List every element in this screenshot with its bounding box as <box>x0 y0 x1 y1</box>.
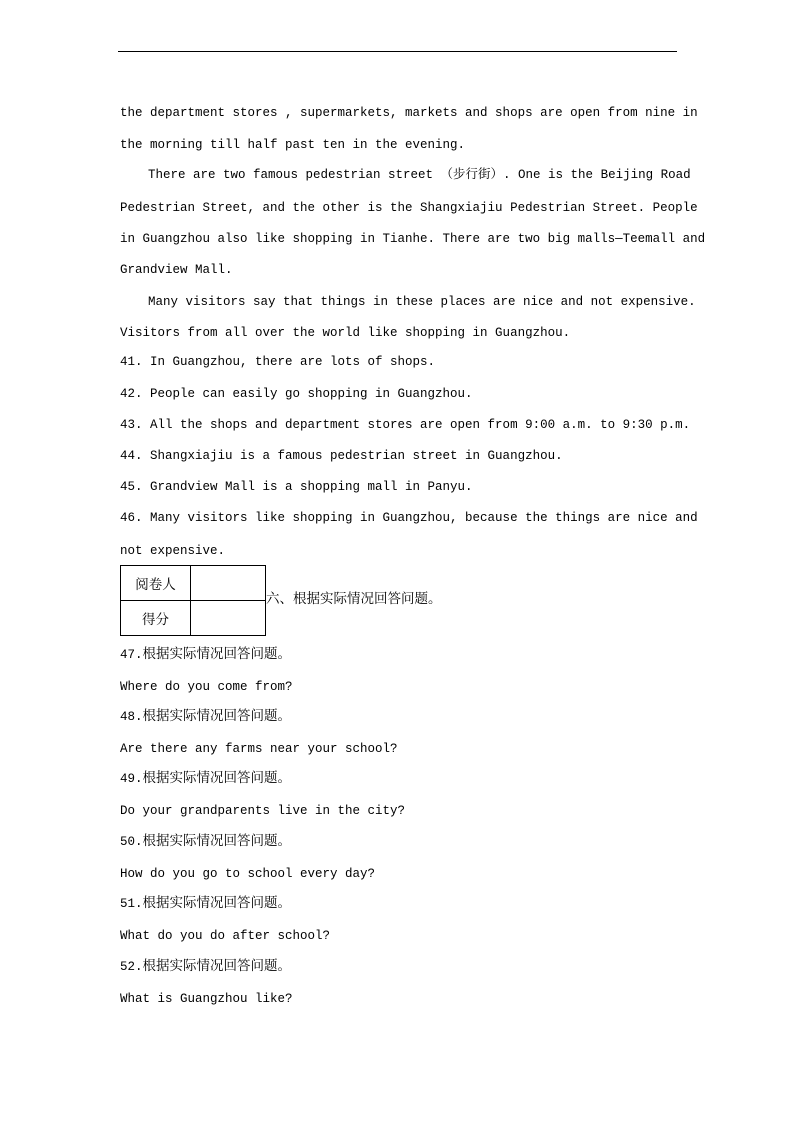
question-50-heading <box>120 833 680 850</box>
question-50-text: How do you go to school every day? <box>120 867 376 881</box>
passage-line: Visitors from all over the world like shopping in Guangzhou. <box>120 326 571 340</box>
question-number: 50. <box>120 835 143 849</box>
reviewer-field[interactable] <box>191 566 266 601</box>
question-51-text: What do you do after school? <box>120 929 331 943</box>
statement-42: 42. People can easily go shopping in Guangzhou. <box>120 387 473 401</box>
passage-line: Pedestrian Street, and the other is the Shangxiajiu Pedestrian Street. People <box>120 201 698 215</box>
question-instruction: 根据实际情况回答问题。 <box>142 708 292 724</box>
statement-45: 45. Grandview Mall is a shopping mall in Panyu. <box>120 480 473 494</box>
passage-line: Many visitors say that things in these places are nice and not expensive. <box>148 295 696 309</box>
question-48-heading <box>120 708 680 725</box>
header-rule <box>118 51 677 52</box>
question-instruction: 根据实际情况回答问题。 <box>142 833 292 849</box>
passage-line: the morning till half past ten in the evening. <box>120 138 466 152</box>
question-49-heading <box>120 770 680 787</box>
question-51-heading <box>120 895 680 912</box>
question-number: 48. <box>120 710 143 724</box>
question-instruction: 根据实际情况回答问题。 <box>142 646 292 662</box>
question-number: 47. <box>120 648 143 662</box>
question-47-text: Where do you come from? <box>120 680 293 694</box>
question-instruction: 根据实际情况回答问题。 <box>142 770 292 786</box>
question-instruction: 根据实际情况回答问题。 <box>142 958 292 974</box>
passage-line: the department stores , supermarkets, markets and shops are open from nine in <box>120 106 698 120</box>
question-47-heading <box>120 646 680 663</box>
statement-43: 43. All the shops and department stores are open from 9:00 a.m. to 9:30 p.m. <box>120 418 691 432</box>
section-title: 六、根据实际情况回答问题。 <box>266 591 442 607</box>
question-52-heading <box>120 958 680 975</box>
question-52-text: What is Guangzhou like? <box>120 992 293 1006</box>
statement-44: 44. Shangxiajiu is a famous pedestrian street in Guangzhou. <box>120 449 563 463</box>
reviewer-label: 阅卷人 <box>121 566 191 601</box>
question-48-text: Are there any farms near your school? <box>120 742 398 756</box>
passage-line: Grandview Mall. <box>120 263 233 277</box>
question-number: 51. <box>120 897 143 911</box>
passage-line: in Guangzhou also like shopping in Tianhe. There are two big malls—Teemall and <box>120 232 706 246</box>
score-label: 得分 <box>121 601 191 636</box>
statement-46: 46. Many visitors like shopping in Guangzhou, because the things are nice and <box>120 511 698 525</box>
statement-41: 41. In Guangzhou, there are lots of shops. <box>120 355 436 369</box>
question-instruction: 根据实际情况回答问题。 <box>142 895 292 911</box>
question-number: 49. <box>120 772 143 786</box>
question-number: 52. <box>120 960 143 974</box>
score-field[interactable] <box>191 601 266 636</box>
question-49-text: Do your grandparents live in the city? <box>120 804 406 818</box>
statement-46-cont: not expensive. <box>120 544 226 558</box>
score-table <box>120 565 266 636</box>
passage-line: There are two famous pedestrian street （步行街）. One is the Beijing Road <box>148 168 691 182</box>
